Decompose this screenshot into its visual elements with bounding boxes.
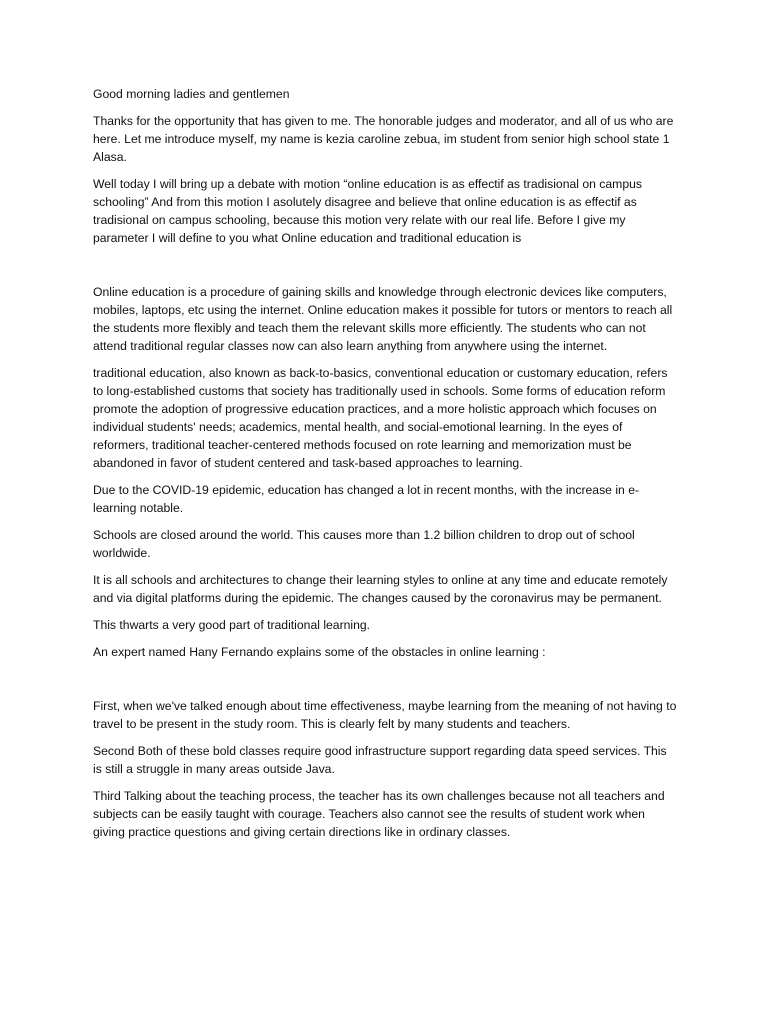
expert-paragraph: An expert named Hany Fernando explains some of the obstacles in online learning : xyxy=(93,645,546,659)
schools-closed-paragraph: Schools are closed around the world. This causes more than 1.2 billion children to drop out of school worldwide. xyxy=(93,528,635,560)
traditional-education-definition-paragraph: traditional education, also known as back-to-basics, conventional education or customary education, refers to long-established customs that society has traditionally used in schools. Some forms of education reform promote the adoption of progressive education practices, and a more holistic approach which focuses on individual students' needs; academics, mental health, and social-emotional learning. In the eyes of reformers, traditional teacher-centered methods focused on rote learning and memorization must be abandoned in favor of student centered and task-based approaches to learning. xyxy=(93,366,668,470)
first-obstacle-paragraph: First, when we've talked enough about time effectiveness, maybe learning from the meaning of not having to travel to be present in the study room. This is clearly felt by many students and teachers. xyxy=(93,699,677,731)
online-education-definition-paragraph: Online education is a procedure of gaining skills and knowledge through electronic devices like computers, mobiles, laptops, etc using the internet. Online education makes it possible for tutors or mentors to reach all the students more flexibly and teach them the relevant skills more efficiently. The students who can not attend traditional regular classes now can also learn anything from anywhere using the internet. xyxy=(93,285,673,353)
motion-paragraph: Well today I will bring up a debate with motion “online education is as effectif as tradisional on campus schooling” And from this motion I asolutely disagree and believe that online education is as effectif as tradisional on campus schooling, because this motion very relate with our real life. Before I give my parameter I will define to you what Online education and traditional education is xyxy=(93,177,642,245)
second-obstacle-paragraph: Second Both of these bold classes require good infrastructure support regarding data speed services. This is still a struggle in many areas outside Java. xyxy=(93,744,667,776)
learning-styles-paragraph: It is all schools and architectures to change their learning styles to online at any time and educate remotely and via digital platforms during the epidemic. The changes caused by the coronavirus may be permanent. xyxy=(93,573,668,605)
greeting-paragraph: Good morning ladies and gentlemen xyxy=(93,87,290,101)
third-obstacle-paragraph: Third Talking about the teaching process, the teacher has its own challenges because not all teachers and subjects can be easily taught with courage. Teachers also cannot see the results of student work when giving practice questions and giving certain directions like in ordinary classes. xyxy=(93,789,665,839)
introduction-paragraph: Thanks for the opportunity that has given to me. The honorable judges and moderator, and all of us who are here. Let me introduce myself, my name is kezia caroline zebua, im student from senior high school state 1 Alasa. xyxy=(93,114,674,164)
thwarts-paragraph: This thwarts a very good part of traditional learning. xyxy=(93,618,371,632)
covid-paragraph: Due to the COVID-19 epidemic, education has changed a lot in recent months, with the increase in e-learning notable. xyxy=(93,483,640,515)
document-body xyxy=(93,85,678,850)
